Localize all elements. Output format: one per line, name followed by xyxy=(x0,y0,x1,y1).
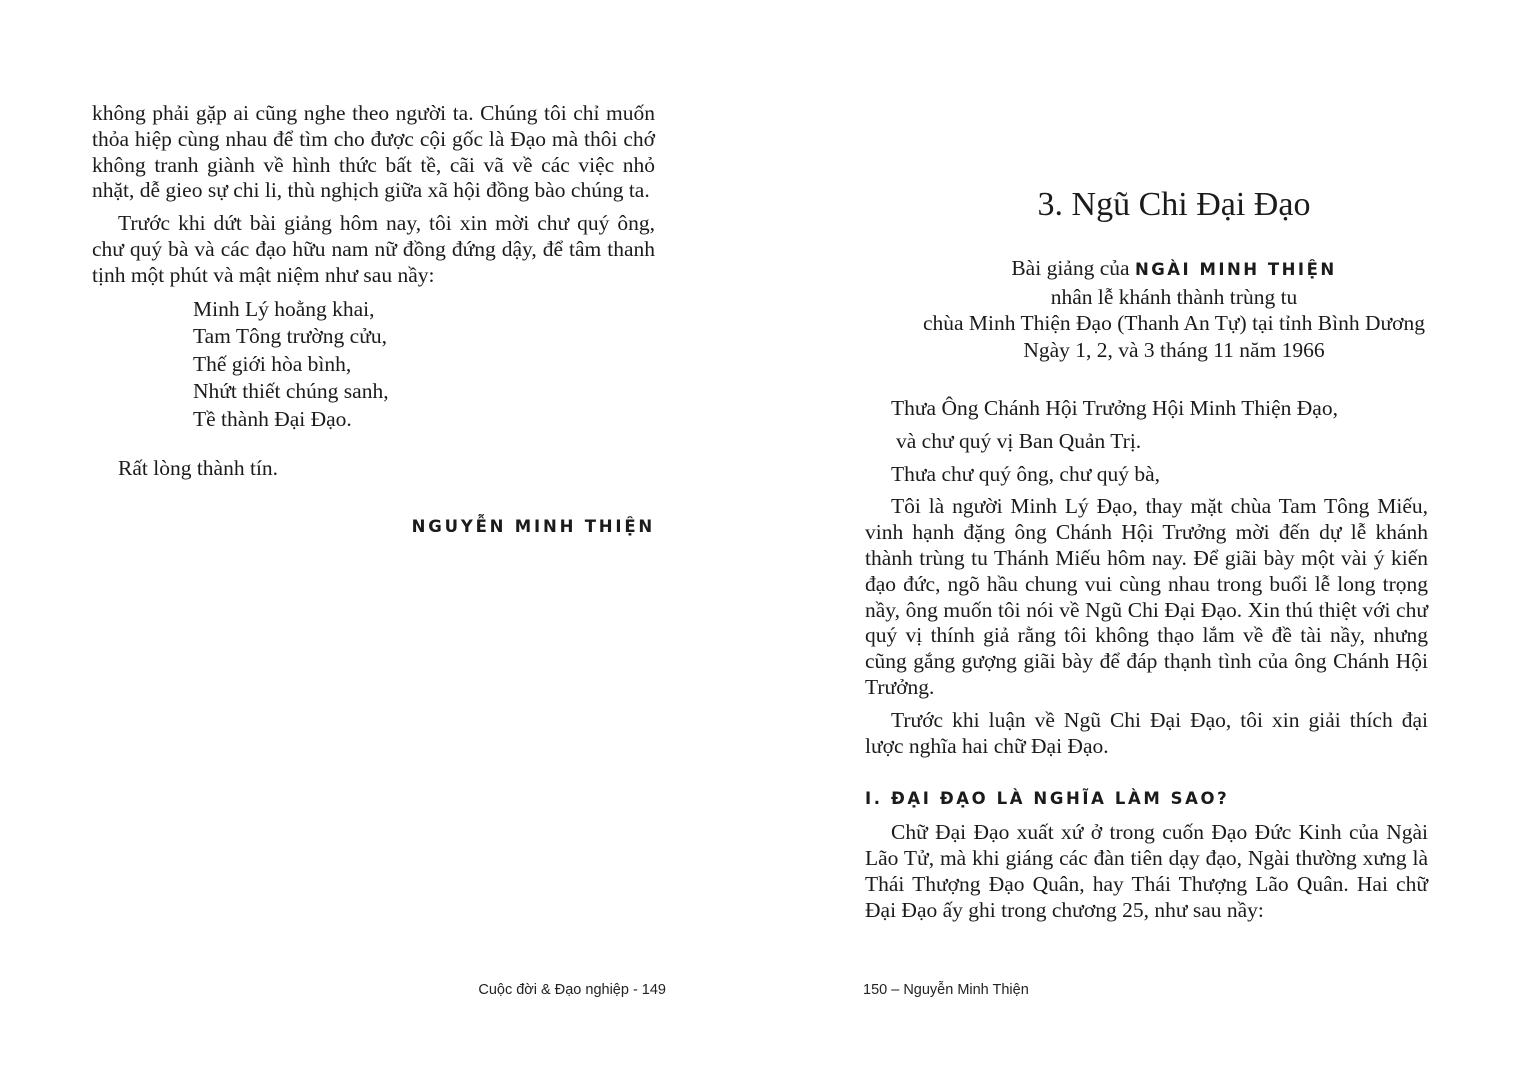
subtitle-prefix: Bài giảng của xyxy=(1011,256,1135,280)
paragraph: Trước khi dứt bài giảng hôm nay, tôi xin mời chư quý ông, chư quý bà và các đạo hữu nam nữ đồng đứng dậy, để tâm thanh tịnh một phút và mật niệm như sau nầy: xyxy=(92,211,655,287)
right-page xyxy=(760,0,1521,1075)
chapter-title: 3. Ngũ Chi Đại Đạo xyxy=(1037,186,1311,223)
speaker-name: NGÀI MINH THIỆN xyxy=(1134,260,1337,279)
subtitle-date: Ngày 1, 2, và 3 tháng 11 năm 1966 xyxy=(1023,337,1325,362)
paragraph: Tôi là người Minh Lý Đạo, thay mặt chùa Tam Tông Miếu, vinh hạnh đặng ông Chánh Hội Trưởng mời đến dự lễ khánh thành trùng tu Thánh Miếu hôm nay. Để giãi bày một vài ý kiến đạo đức, ngõ hầu chung vui cùng nhau trong buổi lễ long trọng nầy, ông muốn tôi nói về Ngũ Chi Đại Đạo. Xin thú thiệt với chư quý vị thính giả rằng tôi không thạo lắm về đề tài nầy, nhưng cũng gắng gượng giãi bày để đáp thạnh tình của ông Chánh Hội Trưởng. xyxy=(865,494,1428,699)
salutation: Thưa Ông Chánh Hội Trưởng Hội Minh Thiện Đạo, xyxy=(891,396,1338,420)
subtitle-line-3: chùa Minh Thiện Đạo (Thanh An Tự) tại tỉnh Bình Dương xyxy=(922,311,1426,335)
page-footer-left: Cuộc đời & Đạo nghiệp - 149 xyxy=(478,982,666,998)
verse-block xyxy=(193,296,655,434)
subtitle-line-2: nhân lễ khánh thành trùng tu xyxy=(1050,284,1298,309)
signature: NGUYỄN MINH THIỆN xyxy=(411,517,655,537)
verse-line: Tề thành Đại Đạo. xyxy=(193,406,352,431)
paragraph: Chữ Đại Đạo xuất xứ ở trong cuốn Đạo Đức Kinh của Ngài Lão Tử, mà khi giáng các đàn tiên dạy đạo, Ngài thường xưng là Thái Thượng Đạo Quân, hay Thái Thượng Lão Quân. Hai chữ Đại Đạo ấy ghi trong chương 25, như sau nầy: xyxy=(865,820,1428,922)
left-page xyxy=(0,0,760,1075)
paragraph: không phải gặp ai cũng nghe theo người ta. Chúng tôi chỉ muốn thỏa hiệp cùng nhau để tìm cho được cội gốc là Đạo mà thôi chớ không tranh giành về hình thức bất tề, cãi vã về các việc nhỏ nhặt, dễ gieo sự chi li, thù nghịch giữa xã hội đồng bào chúng ta. xyxy=(92,101,655,203)
paragraph: Trước khi luận về Ngũ Chi Đại Đạo, tôi xin giải thích đại lược nghĩa hai chữ Đại Đạo. xyxy=(865,707,1428,758)
subtitle-line-1 xyxy=(820,255,1521,284)
closing-line: Rất lòng thành tín. xyxy=(118,456,279,481)
verse-line: Nhứt thiết chúng sanh, xyxy=(193,379,389,404)
page-footer-right: 150 – Nguyễn Minh Thiện xyxy=(863,982,1029,998)
right-page-body xyxy=(865,396,1428,931)
subtitle-block xyxy=(820,255,1521,363)
salutation: Thưa chư quý ông, chư quý bà, xyxy=(891,461,1161,486)
left-page-body xyxy=(92,101,655,536)
section-heading: I. ĐẠI ĐẠO LÀ NGHĨA LÀM SAO? xyxy=(865,789,1230,809)
verse-line: Minh Lý hoằng khai, xyxy=(193,296,375,321)
verse-line: Thế giới hòa bình, xyxy=(193,351,352,376)
salutation: và chư quý vị Ban Quản Trị. xyxy=(896,428,1142,453)
verse-line: Tam Tông trường cửu, xyxy=(193,324,387,349)
